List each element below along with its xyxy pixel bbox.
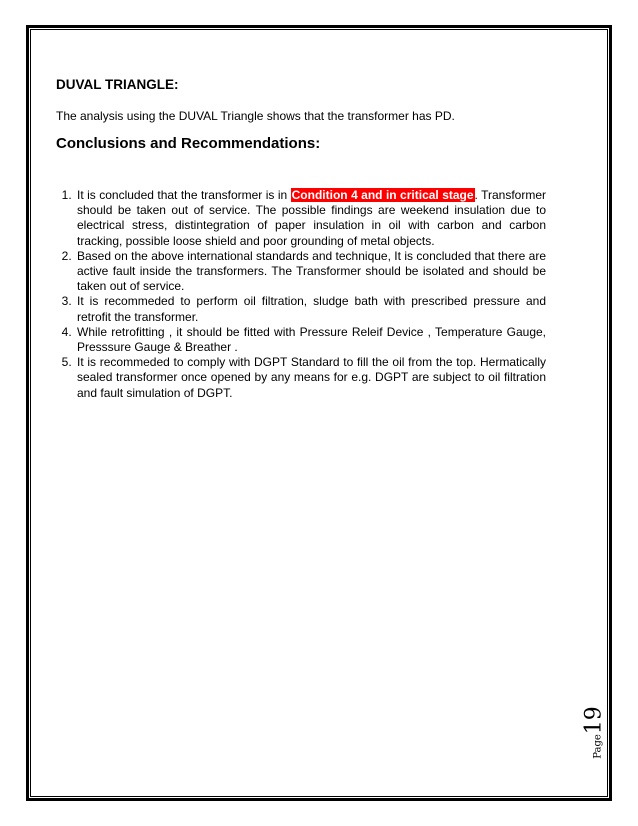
duval-heading: DUVAL TRIANGLE: xyxy=(56,77,179,92)
page-word: Page xyxy=(592,734,604,759)
list-item: 4. While retrofitting , it should be fitted with Pressure Releif Device , Temperature Gauge, Presssure Gauge & Breather . xyxy=(75,325,546,355)
conclusions-heading: Conclusions and Recommendations: xyxy=(56,135,321,152)
recommendations-list xyxy=(56,188,546,401)
item1-text-before: It is concluded that the transformer is in xyxy=(77,188,291,202)
page-content xyxy=(56,76,546,401)
duval-analysis-text: The analysis using the DUVAL Triangle shows that the transformer has PD. xyxy=(56,109,455,123)
list-item: 5. It is recommeded to comply with DGPT Standard to fill the oil from the top. Hermatically sealed transformer once opened by any means for e.g. DGPT are subject to oil filtration and fault simulation of DGPT. xyxy=(75,355,546,401)
page-number xyxy=(574,706,614,770)
page-number-value: 19 xyxy=(581,706,607,735)
page-number-rotated xyxy=(582,701,607,765)
list-item: 2. Based on the above international standards and technique, It is concluded that there are active fault inside the transformers. The Transformer should be isolated and should be taken out of service. xyxy=(75,249,546,295)
list-item: 3. It is recommeded to perform oil filtration, sludge bath with prescribed pressure and retrofit the transformer. xyxy=(75,294,546,324)
critical-stage-highlight: Condition 4 and in critical stage xyxy=(291,188,474,202)
list-item xyxy=(75,188,546,249)
item1-text-after: . Transformer should be taken out of service. The possible findings are weekend insulation due to electrical stress, distintegration of paper insulation in oil with carbon and carbon tracking, possible loose shield and poor grounding of metal objects. xyxy=(77,188,547,248)
